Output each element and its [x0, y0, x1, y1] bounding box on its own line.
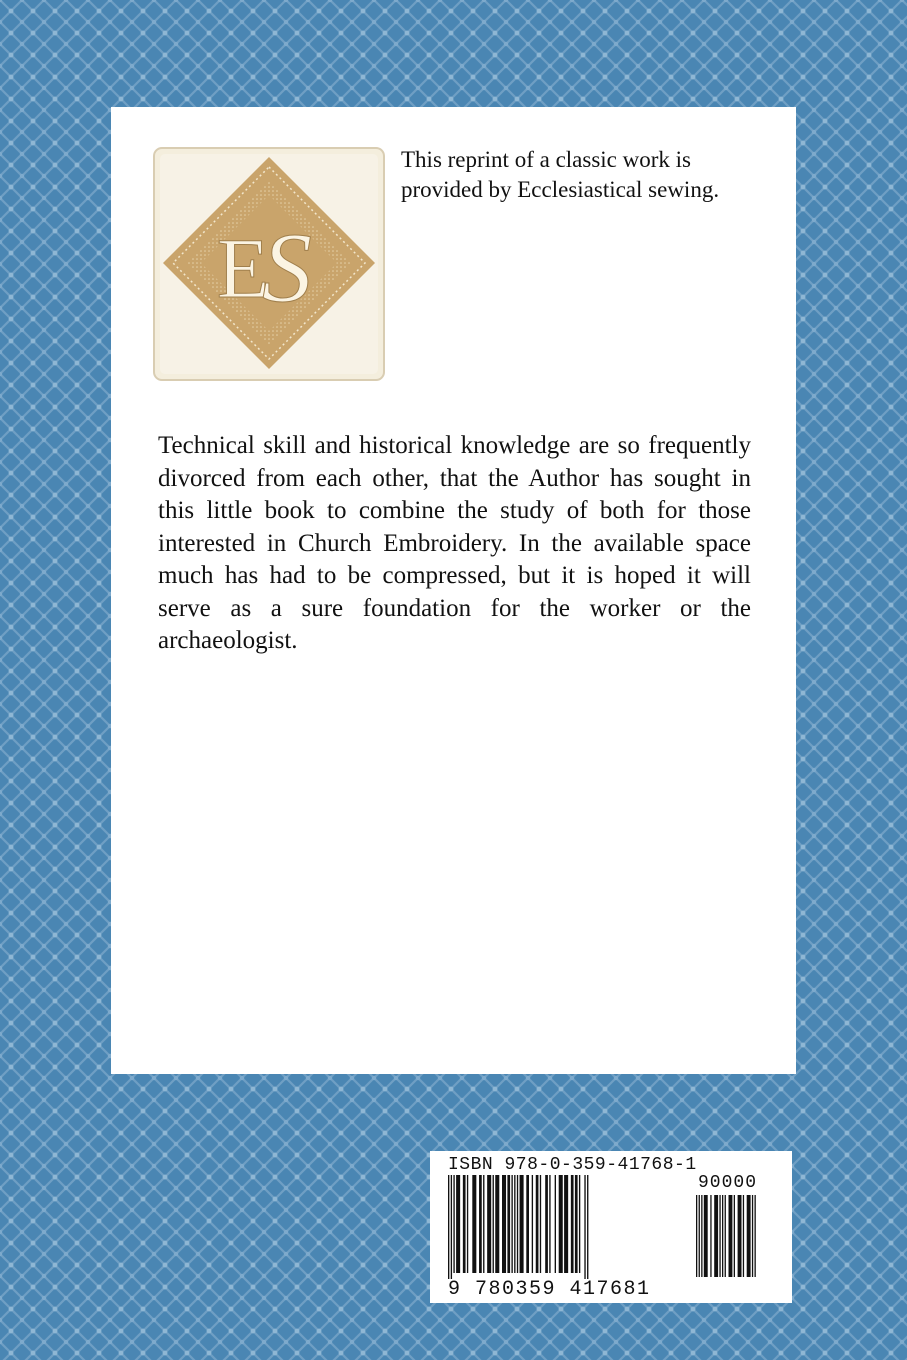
barcode-bar [487, 1175, 491, 1273]
barcode-bar [493, 1175, 494, 1273]
barcode-bar [738, 1195, 742, 1277]
barcode-bar [467, 1175, 468, 1273]
barcode-bar [511, 1175, 512, 1273]
barcode-bar [725, 1195, 726, 1277]
barcode-bar [743, 1195, 744, 1277]
barcode-bar [483, 1175, 484, 1273]
barcode-bar [555, 1175, 556, 1273]
barcode-bar [579, 1175, 580, 1273]
barcode-bar [575, 1175, 578, 1273]
book-description: Technical skill and historical knowledge are so frequently divorced from each other, that the Author has sought in this little book to combine the study of both for those interested in Church Embroidery. In the available space much has had to be compressed, but it is hoped it will serve as a sure foundation for the worker or the archaeologist. [158, 432, 751, 654]
barcode-bar [532, 1175, 533, 1273]
barcode-bar [729, 1195, 733, 1277]
barcode-bar [545, 1175, 548, 1273]
barcode-bar [701, 1195, 702, 1277]
barcode-bar [549, 1175, 550, 1273]
barcode-bar [755, 1195, 756, 1277]
barcode-bar [453, 1175, 454, 1273]
barcode-bar [451, 1175, 452, 1279]
isbn-barcode [430, 1151, 792, 1303]
barcode-bar [472, 1175, 476, 1273]
addon-digits: 90000 [698, 1173, 758, 1193]
barcode-bar [495, 1175, 499, 1273]
barcode-bar [463, 1175, 466, 1273]
svg-text:S: S [262, 212, 312, 323]
barcode-bar [587, 1175, 588, 1279]
barcode-bar [456, 1175, 460, 1273]
barcode-bar [540, 1175, 541, 1273]
barcode-bar [584, 1175, 585, 1279]
barcode-bar [710, 1195, 711, 1277]
back-cover-panel [111, 107, 796, 1074]
es-monogram-diamond-icon [151, 145, 387, 383]
barcode-bar [517, 1175, 518, 1273]
barcode-bar [559, 1175, 563, 1273]
barcode-bar [536, 1175, 539, 1273]
barcode-bar [520, 1175, 524, 1273]
publisher-intro-text: This reprint of a classic work is provided by Ecclesiastical sewing. [401, 147, 720, 202]
svg-text:E: E [216, 220, 270, 316]
barcode-bar [722, 1195, 723, 1277]
barcode-bar [704, 1195, 708, 1277]
barcode-bar [502, 1175, 506, 1273]
barcode-bar [526, 1175, 529, 1273]
barcode-bar [734, 1195, 735, 1277]
publisher-logo [151, 145, 387, 383]
barcode-bar [752, 1195, 753, 1277]
barcode-bar [514, 1175, 515, 1273]
barcode-bar [564, 1175, 568, 1273]
barcode-bar [571, 1175, 574, 1273]
isbn-label: ISBN 978-0-359-41768-1 [448, 1155, 697, 1175]
addon-barcode-bars [696, 1195, 776, 1279]
barcode-bar [747, 1195, 751, 1277]
barcode-bar [699, 1195, 700, 1277]
barcode-bar [507, 1175, 510, 1273]
ean-barcode-bars [448, 1175, 688, 1279]
barcode-bar [479, 1175, 482, 1273]
ean-digits: 9 780359 417681 [448, 1278, 651, 1301]
barcode-bar [719, 1195, 720, 1277]
barcode-bar [696, 1195, 697, 1277]
barcode-bar [448, 1175, 449, 1279]
barcode-bar [714, 1195, 718, 1277]
